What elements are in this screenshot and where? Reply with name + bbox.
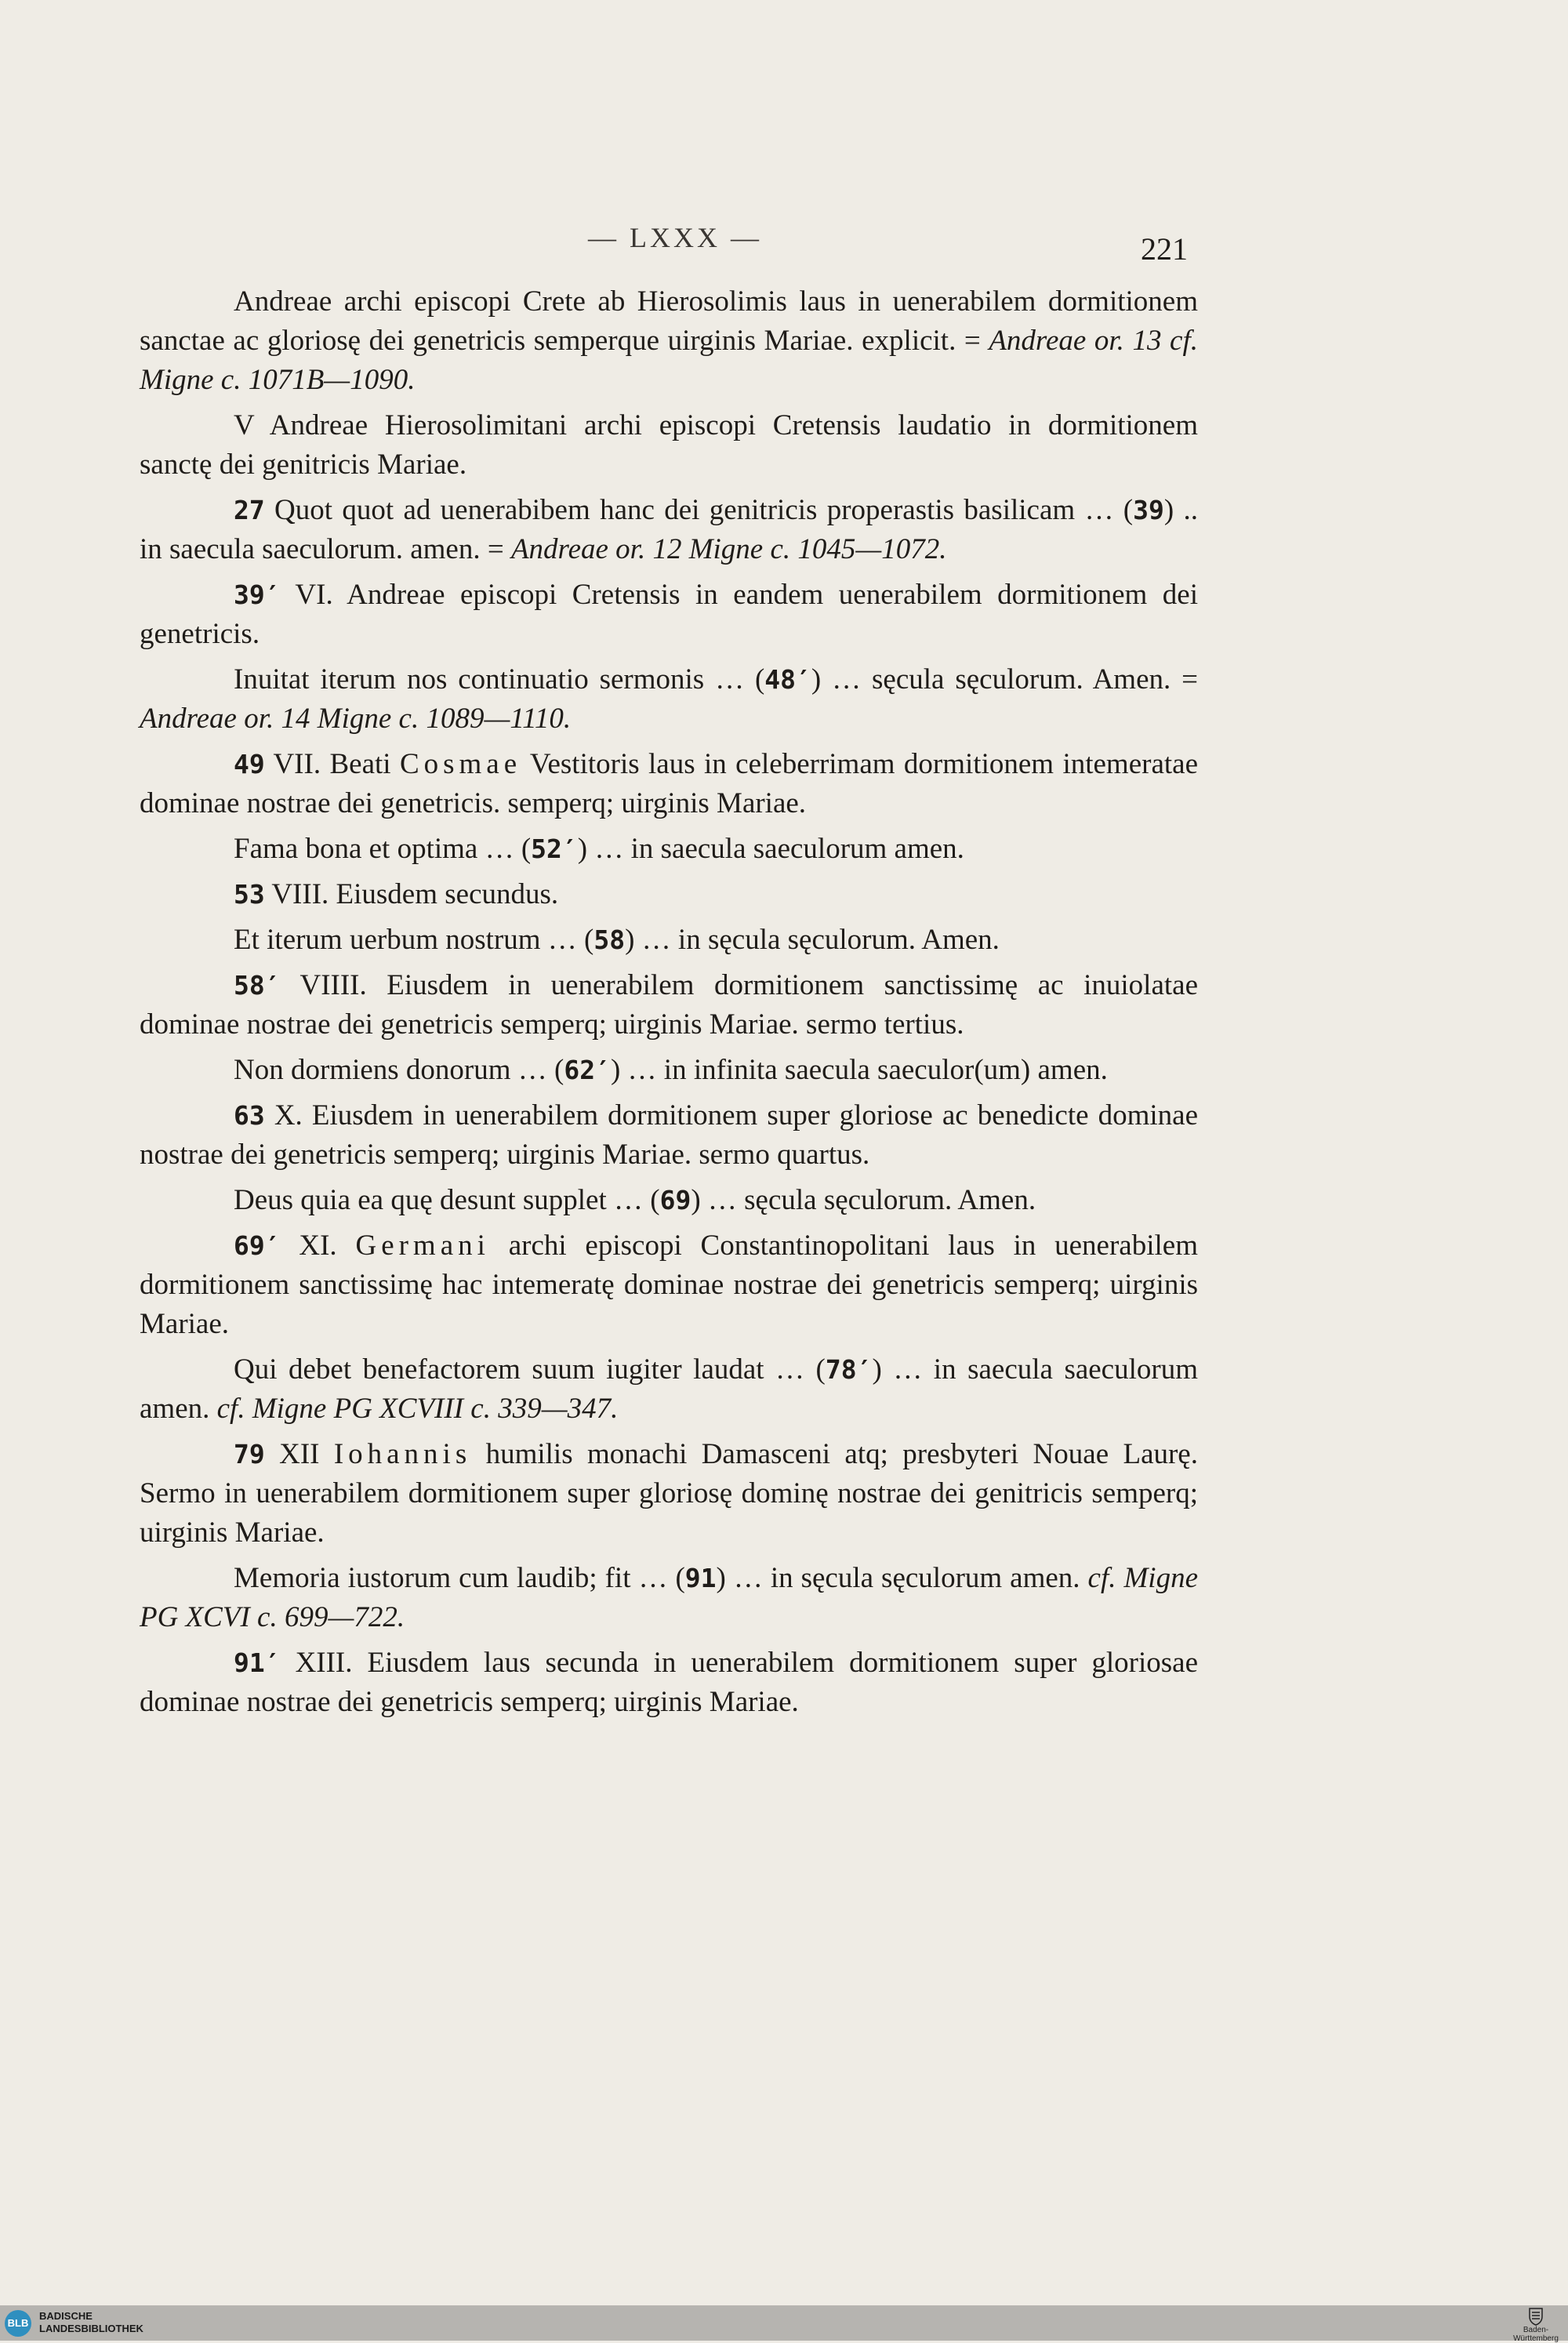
- folio-reference: 63: [234, 1100, 265, 1131]
- folio-reference: 58′: [234, 970, 281, 1001]
- entry-paragraph: [140, 1435, 1198, 1553]
- blb-logo-icon[interactable]: BLB: [5, 2310, 31, 2337]
- folio-reference: 69: [659, 1185, 691, 1215]
- folio-reference: 58: [593, 924, 626, 955]
- text-run: VIIII. Eiusdem in uenerabilem dormitionem sanctissimę ac inuiolatae dominae nostrae dei genetricis semperq; uirginis Mariae. sermo tertius.: [140, 969, 1198, 1041]
- text-run: X. Eiusdem in uenerabilem dormitionem super gloriose ac benedicte dominae nostrae dei genetricis semperq; uirginis Mariae. sermo quartus.: [140, 1099, 1198, 1171]
- entry-paragraph: [140, 745, 1198, 823]
- text-run: Quot quot ad uenerabibem hanc dei genitricis properastis basilicam … (: [264, 494, 1134, 526]
- text-run: humilis monachi Damasceni atq; presbyteri Nouae Laurę. Sermo in uenerabilem dormitionem super gloriosę dominę nostrae dei genitricis semperq; uirginis Mariae.: [140, 1438, 1198, 1549]
- text-run: archi episcopi Constantinopolitani laus in uenerabilem dormitionem sanctissimę hac intemeratę dominae nostrae dei genetricis semperq; uirginis Mariae.: [140, 1230, 1198, 1340]
- citation-text: Andreae or. 14 Migne c. 1089—1110.: [140, 703, 572, 735]
- entry-paragraph: [140, 1559, 1198, 1637]
- text-run: ) … in sęcula sęculorum. Amen.: [625, 924, 1000, 956]
- folio-reference: 78′: [825, 1354, 873, 1385]
- text-run: Qui debet benefactorem suum iugiter laudat … (: [234, 1353, 826, 1386]
- text-run: VI. Andreae episcopi Cretensis in eandem uenerabilem dormitionem dei genetricis.: [140, 579, 1198, 650]
- folio-reference: 48′: [764, 664, 811, 695]
- library-name: [39, 2310, 143, 2335]
- text-run: Cosmae: [399, 748, 522, 780]
- entry-paragraph: [140, 1096, 1198, 1175]
- text-run: ) .. in saecula saeculorum. amen. =: [140, 494, 1198, 565]
- text-run: V Andreae Hierosolimitani archi episcopi Cretensis laudatio in dormitionem sanctę dei genitricis Mariae.: [140, 409, 1198, 481]
- folio-reference: 79: [234, 1439, 265, 1469]
- entry-paragraph: [140, 1181, 1198, 1220]
- entry-paragraph: [140, 1644, 1198, 1722]
- folio-reference: 69′: [234, 1230, 281, 1261]
- entry-paragraph: [140, 1350, 1198, 1429]
- entry-paragraph: [140, 660, 1198, 739]
- folio-reference: 39: [1133, 495, 1164, 525]
- text-run: VIII. Eiusdem secundus.: [264, 878, 559, 910]
- citation-text: Andreae or. 12 Migne c. 1045—1072.: [510, 533, 947, 565]
- text-run: Fama bona et optima … (: [234, 833, 532, 865]
- coat-of-arms-icon: [1527, 2307, 1544, 2326]
- folio-reference: 53: [234, 879, 265, 910]
- library-name-line1: BADISCHE: [39, 2310, 93, 2322]
- text-run: XI.: [280, 1230, 356, 1262]
- entry-paragraph: [140, 282, 1198, 400]
- body-text: [140, 282, 1198, 1728]
- baden-wuerttemberg-mark: [1508, 2305, 1563, 2343]
- folio-reference: 62′: [564, 1055, 611, 1085]
- region-label: Baden-Württemberg: [1513, 2326, 1559, 2343]
- text-run: ) … in sęcula sęculorum amen.: [716, 1562, 1088, 1594]
- text-run: Iohannis: [333, 1438, 472, 1470]
- folio-reference: 39′: [234, 579, 281, 610]
- entry-paragraph: [140, 875, 1198, 914]
- folio-reference: 52′: [531, 834, 578, 864]
- running-head: — LXXX —: [588, 222, 762, 253]
- text-run: ) … sęcula sęculorum. Amen. =: [811, 663, 1198, 696]
- text-run: XII: [264, 1438, 334, 1470]
- text-run: ) … sęcula sęculorum. Amen.: [691, 1184, 1036, 1216]
- text-run: Et iterum uerbum nostrum … (: [234, 924, 594, 956]
- entry-paragraph: [140, 406, 1198, 485]
- text-run: Andreae archi episcopi Crete ab Hierosolimis laus in uenerabilem dormitionem sanctae ac gloriosę dei genetricis semperque uirginis Mariae. explicit. =: [140, 285, 1198, 357]
- citation-text: cf. Migne PG XCVI c. 699—722.: [140, 1562, 1198, 1633]
- entry-paragraph: [140, 1051, 1198, 1090]
- entry-paragraph: [140, 921, 1198, 960]
- text-run: ) … in saecula saeculorum amen.: [577, 833, 964, 865]
- text-run: Memoria iustorum cum laudib; fit … (: [234, 1562, 685, 1594]
- citation-text: Andreae or. 13 cf. Migne c. 1071B—1090.: [140, 325, 1198, 396]
- folio-reference: 91: [684, 1563, 717, 1593]
- text-run: ) … in infinita saecula saeculor(um) amen.: [610, 1054, 1108, 1086]
- entry-paragraph: [140, 491, 1198, 569]
- text-run: Deus quia ea quę desunt supplet … (: [234, 1184, 660, 1216]
- footer-bar: [0, 2305, 1568, 2341]
- text-run: ) … in saecula saeculorum amen.: [140, 1353, 1198, 1425]
- library-name-line2: LANDESBIBLIOTHEK: [39, 2323, 143, 2334]
- text-run: Germani: [355, 1230, 490, 1262]
- entry-paragraph: [140, 966, 1198, 1044]
- entry-paragraph: [140, 576, 1198, 654]
- entry-paragraph: [140, 1226, 1198, 1344]
- text-run: Inuitat iterum nos continuatio sermonis … (: [234, 663, 765, 696]
- entry-paragraph: [140, 830, 1198, 869]
- folio-reference: 91′: [234, 1647, 281, 1678]
- text-run: XIII. Eiusdem laus secunda in uenerabilem dormitionem super gloriosae dominae nostrae dei genetricis semperq; uirginis Mariae.: [140, 1647, 1198, 1718]
- text-run: VII. Beati: [264, 748, 400, 780]
- folio-reference: 27: [234, 495, 265, 525]
- citation-text: cf. Migne PG XCVIII c. 339—347.: [216, 1393, 619, 1425]
- text-run: Non dormiens donorum … (: [234, 1054, 564, 1086]
- page-number: 221: [1141, 231, 1188, 267]
- folio-reference: 49: [234, 749, 265, 779]
- text-run: Vestitoris laus in celeberrimam dormitionem intemeratae dominae nostrae dei genetricis. semperq; uirginis Mariae.: [140, 748, 1199, 819]
